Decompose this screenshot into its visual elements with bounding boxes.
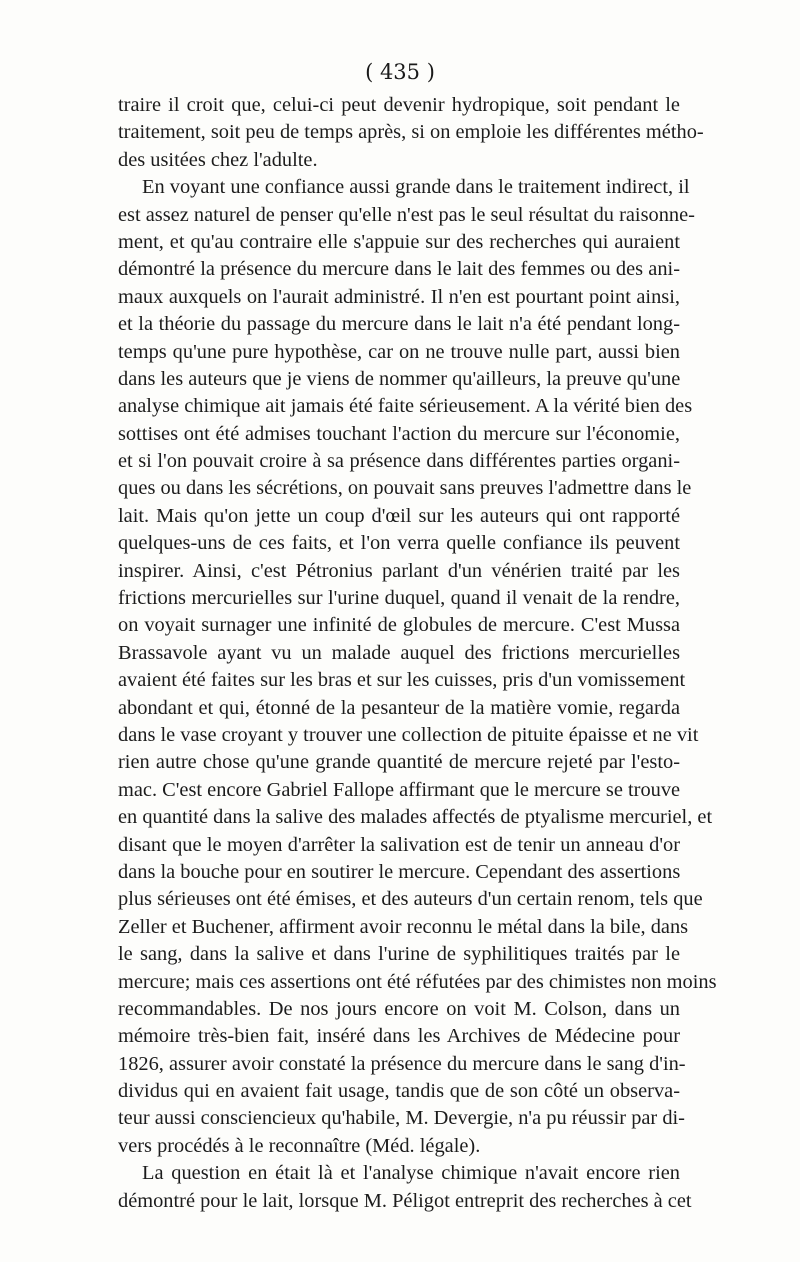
body-text	[118, 92, 717, 1215]
text-line: dans le vase croyant y trouver une collection de pituite épaisse et ne vit	[118, 723, 699, 746]
text-line: quelques-uns de ces faits, et l'on verra quelle confiance ils peuvent	[118, 532, 680, 555]
text-line: sottises ont été admises touchant l'action du mercure sur l'économie,	[118, 422, 680, 445]
text-line: vers procédés à le reconnaître (Méd. légale).	[118, 1134, 481, 1157]
text-line: ques ou dans les sécrétions, on pouvait sans preuves l'admettre dans le	[118, 477, 692, 500]
text-line: recommandables. De nos jours encore on voit M. Colson, dans un	[118, 997, 680, 1020]
text-line: dans les auteurs que je viens de nommer qu'ailleurs, la preuve qu'une	[118, 367, 681, 390]
text-line: le sang, dans la salive et dans l'urine de syphilitiques traités par le	[118, 943, 680, 966]
text-line: traitement, soit peu de temps après, si on emploie les différentes métho-	[118, 121, 704, 144]
text-line: temps qu'une pure hypothèse, car on ne trouve nulle part, aussi bien	[118, 340, 680, 363]
text-line: disant que le moyen d'arrêter la salivation est de tenir un anneau d'or	[118, 833, 680, 856]
text-line: abondant et qui, étonné de la pesanteur de la matière vomie, regarda	[118, 696, 680, 719]
text-line: mercure; mais ces assertions ont été réfutées par des chimistes non moins	[118, 970, 717, 993]
text-line: teur aussi consciencieux qu'habile, M. Devergie, n'a pu réussir par di-	[118, 1107, 685, 1130]
text-line: avaient été faites sur les bras et sur les cuisses, pris d'un vomissement	[118, 669, 686, 692]
text-line: et la théorie du passage du mercure dans le lait n'a été pendant long-	[118, 313, 680, 336]
text-line: La question en était là et l'analyse chimique n'avait encore rien	[142, 1162, 680, 1185]
text-line: Brassavole ayant vu un malade auquel des frictions mercurielles	[118, 641, 680, 664]
text-line: et si l'on pouvait croire à sa présence dans différentes parties organi-	[118, 450, 680, 473]
text-line: frictions mercurielles sur l'urine duquel, quand il venait de la rendre,	[118, 587, 680, 610]
text-line: démontré la présence du mercure dans le lait des femmes ou des ani-	[118, 258, 680, 281]
text-line: traire il croit que, celui-ci peut devenir hydropique, soit pendant le	[118, 94, 680, 116]
text-line: 1826, assurer avoir constaté la présence du mercure dans le sang d'in-	[118, 1052, 686, 1075]
text-line: ment, et qu'au contraire elle s'appuie sur des recherches qui auraient	[118, 230, 680, 253]
page-number: ( 435 )	[365, 60, 435, 84]
text-line: Zeller et Buchener, affirment avoir reconnu le métal dans la bile, dans	[118, 915, 689, 938]
text-line: maux auxquels on l'aurait administré. Il n'en est pourtant point ainsi,	[118, 285, 680, 308]
text-line: analyse chimique ait jamais été faite sérieusement. A la vérité bien des	[118, 395, 693, 418]
text-line: des usitées chez l'adulte.	[118, 148, 318, 171]
text-line: dans la bouche pour en soutirer le mercure. Cependant des assertions	[118, 860, 681, 883]
text-line: dividus qui en avaient fait usage, tandis que de son côté un observa-	[118, 1080, 680, 1103]
text-line: en quantité dans la salive des malades affectés de ptyalisme mercuriel, et	[118, 806, 713, 829]
text-line: mémoire très-bien fait, inséré dans les Archives de Médecine pour	[118, 1025, 680, 1048]
text-line: En voyant une confiance aussi grande dans le traitement indirect, il	[142, 176, 690, 199]
text-line: mac. C'est encore Gabriel Fallope affirmant que le mercure se trouve	[118, 778, 681, 801]
text-line: inspirer. Ainsi, c'est Pétronius parlant d'un vénérien traité par les	[118, 559, 680, 582]
text-line: est assez naturel de penser qu'elle n'est pas le seul résultat du raisonne-	[118, 203, 695, 226]
text-line: lait. Mais qu'on jette un coup d'œil sur les auteurs qui ont rapporté	[118, 504, 680, 527]
text-line: démontré pour le lait, lorsque M. Péligot entreprit des recherches à cet	[118, 1189, 692, 1212]
text-line: plus sérieuses ont été émises, et des auteurs d'un certain renom, tels que	[118, 888, 703, 911]
text-line: rien autre chose qu'une grande quantité de mercure rejeté par l'esto-	[118, 751, 680, 774]
text-line: on voyait surnager une infinité de globules de mercure. C'est Mussa	[118, 614, 680, 637]
